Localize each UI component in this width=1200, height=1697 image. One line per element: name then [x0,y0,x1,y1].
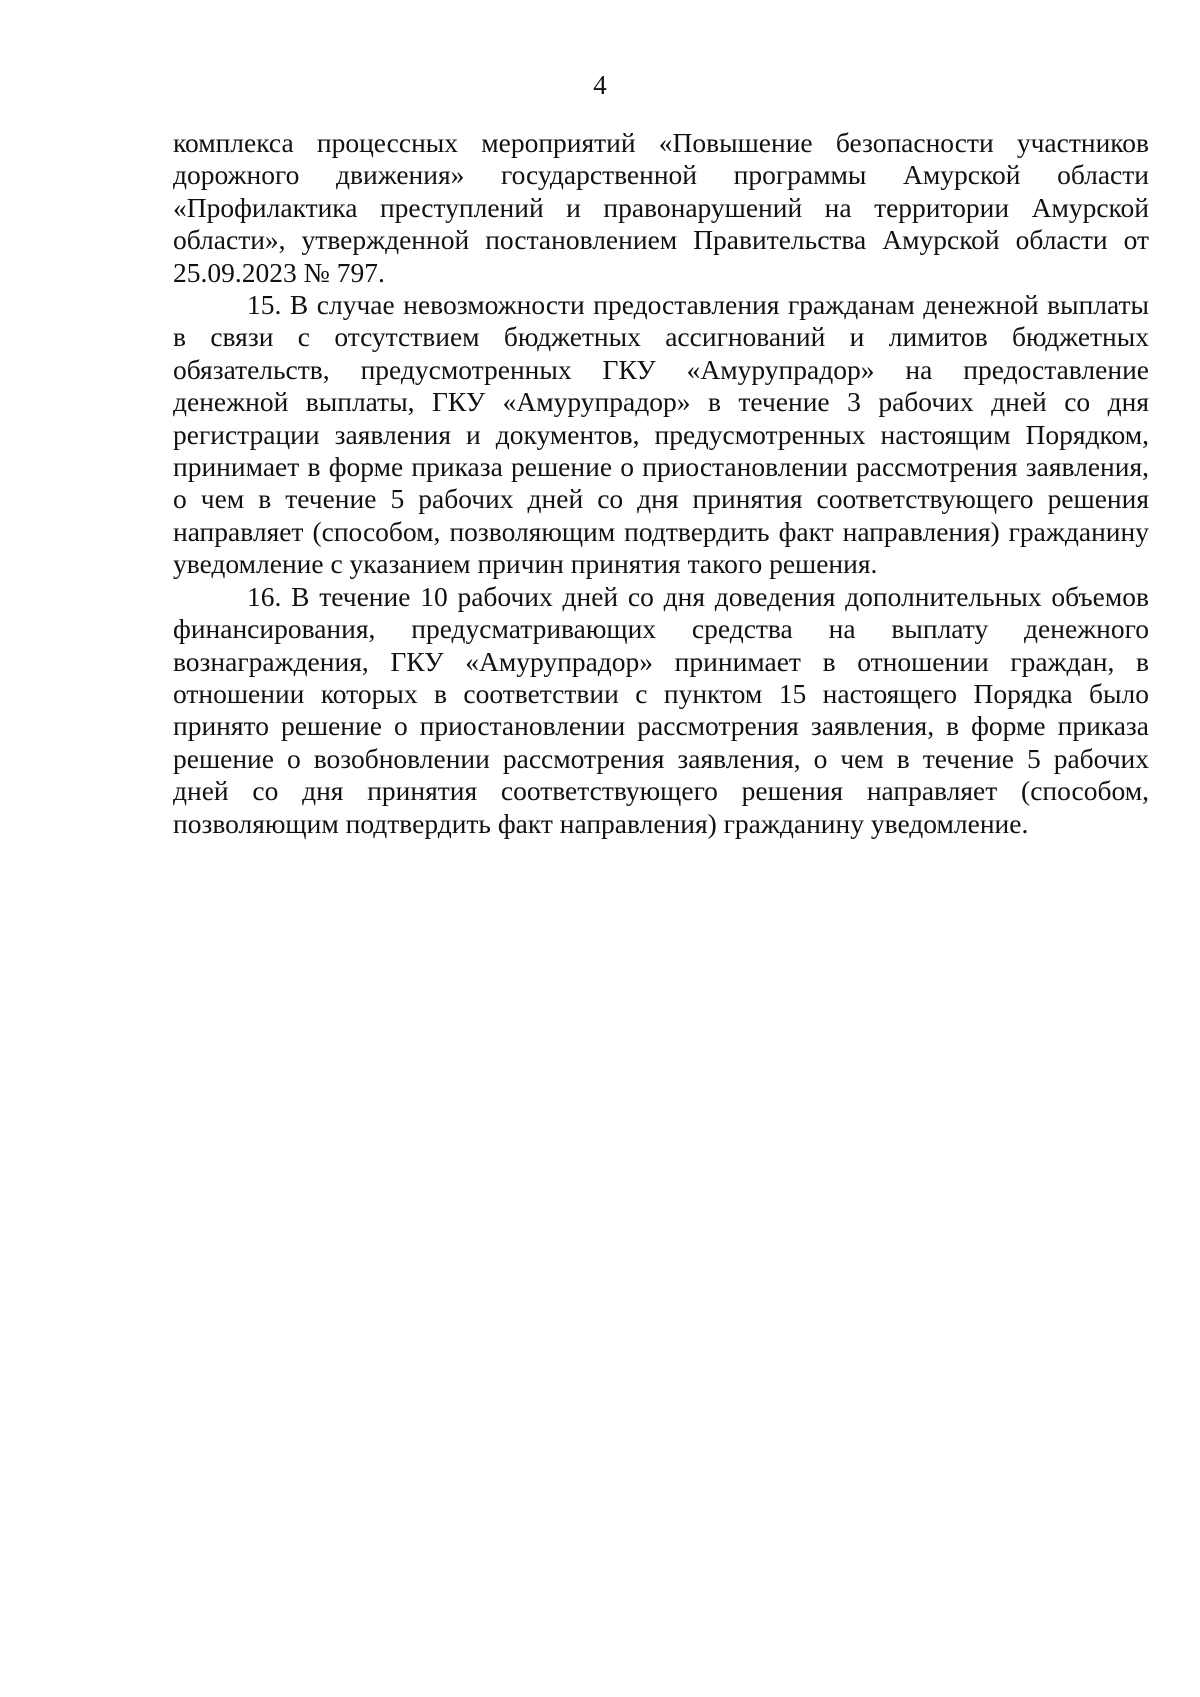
paragraph-item-16: 16. В течение 10 рабочих дней со дня доведения дополнительных объемов финансирования, предусматривающих средства на выплату денежного вознаграждения, ГКУ «Амурупрадор» принимает в отношении граждан, в отношении которых в соответствии с пунктом 15 настоящего Порядка было принято решение о приостановлении рассмотрения заявления, в форме приказа решение о возобновлении рассмотрения заявления, о чем в течение 5 рабочих дней со дня принятия соответствующего решения направляет (способом, позволяющим подтвердить факт направления) гражданину уведомление. [173,580,1149,839]
paragraph-item-15: 15. В случае невозможности предоставления гражданам денежной выплаты в связи с отсутствием бюджетных ассигнований и лимитов бюджетных обязательств, предусмотренных ГКУ «Амурупрадор» на предоставление денежной выплаты, ГКУ «Амурупрадор» в течение 3 рабочих дней со дня регистрации заявления и документов, предусмотренных настоящим Порядком, принимает в форме приказа решение о приостановлении рассмотрения заявления, о чем в течение 5 рабочих дней со дня принятия соответствующего решения направляет (способом, позволяющим подтвердить факт направления) гражданину уведомление с указанием причин принятия такого решения. [173,289,1149,580]
page-number: 4 [593,70,607,100]
paragraph-continuation: комплекса процессных мероприятий «Повышение безопасности участников дорожного движения» государственной программы Амурской области «Профилактика преступлений и правонарушений на территории Амурской области», утвержденной постановлением Правительства Амурской области от 25.09.2023 № 797. [173,127,1149,288]
document-body [173,127,1149,840]
